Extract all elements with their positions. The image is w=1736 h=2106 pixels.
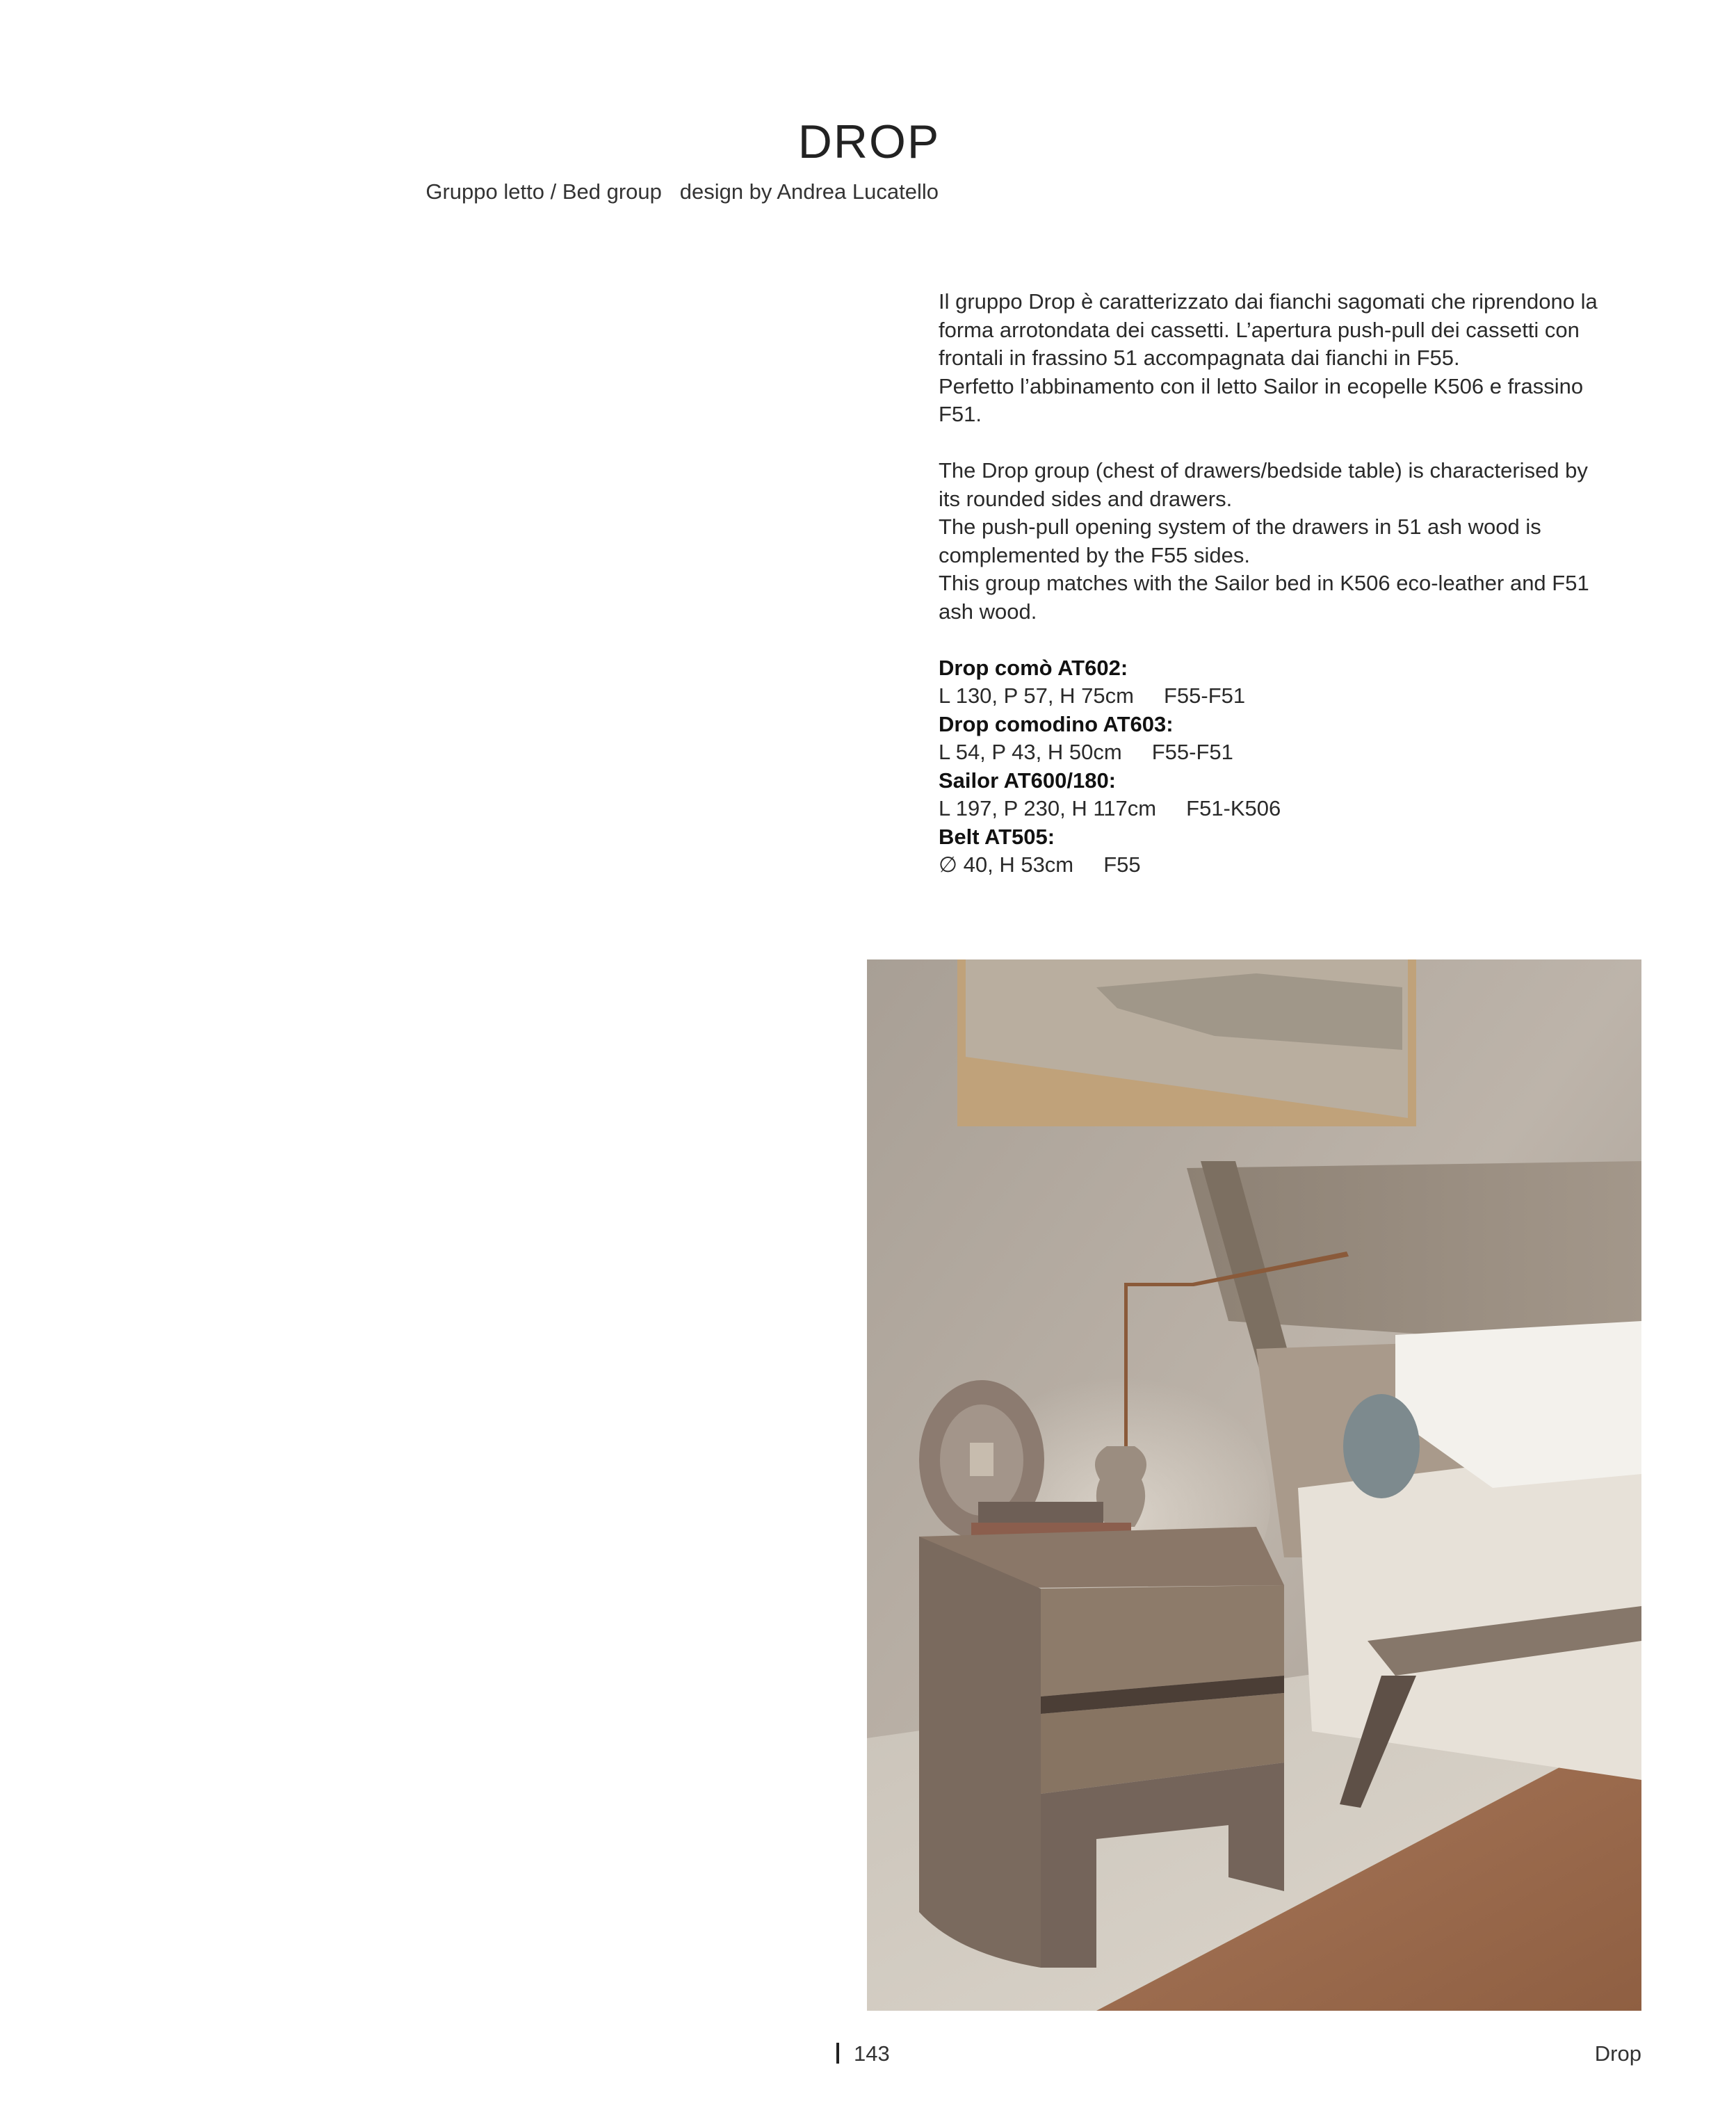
text-line: F51.: [939, 402, 982, 426]
text-line: The Drop group (chest of drawers/bedside table) is characterised by: [939, 458, 1588, 483]
page-number: 143: [854, 2041, 890, 2066]
text-line: Il gruppo Drop è caratterizzato dai fianchi sagomati che riprendono la: [939, 289, 1598, 314]
running-title: Drop: [1594, 2041, 1641, 2066]
description-italian: [939, 288, 1641, 429]
spec-dimensions: L 130, P 57, H 75cm F55-F51: [939, 683, 1246, 708]
spec-name: Drop comò AT602:: [939, 655, 1128, 680]
text-column: [939, 288, 1641, 880]
text-line: ash wood.: [939, 599, 1037, 624]
text-line: forma arrotondata dei cassetti. L’apertura push-pull dei cassetti con: [939, 317, 1580, 342]
spec-name: Sailor AT600/180:: [939, 768, 1117, 793]
page-title: DROP: [797, 115, 941, 168]
bedroom-scene-illustration: [867, 959, 1641, 2011]
spec-list: [939, 654, 1641, 880]
description-english: [939, 457, 1641, 626]
product-photo: [867, 959, 1641, 2011]
text-line: Perfetto l’abbinamento con il letto Sailor in ecopelle K506 e frassino: [939, 373, 1584, 398]
spec-dimensions: L 197, P 230, H 117cm F51-K506: [939, 796, 1281, 820]
text-line: frontali in frassino 51 accompagnata dai fianchi in F55.: [939, 346, 1460, 370]
text-line: its rounded sides and drawers.: [939, 486, 1233, 511]
text-line: This group matches with the Sailor bed in K506 eco-leather and F51: [939, 571, 1589, 595]
page-number-divider: [836, 2043, 839, 2064]
spec-dimensions: L 54, P 43, H 50cm F55-F51: [939, 740, 1233, 764]
page-subtitle: Gruppo letto / Bed group design by Andrea Lucatello: [425, 179, 939, 204]
text-line: The push-pull opening system of the drawers in 51 ash wood is: [939, 515, 1541, 539]
spec-name: Belt AT505:: [939, 824, 1055, 849]
spec-dimensions: ∅ 40, H 53cm F55: [939, 852, 1141, 877]
spec-name: Drop comodino AT603:: [939, 711, 1174, 736]
text-line: complemented by the F55 sides.: [939, 542, 1251, 567]
